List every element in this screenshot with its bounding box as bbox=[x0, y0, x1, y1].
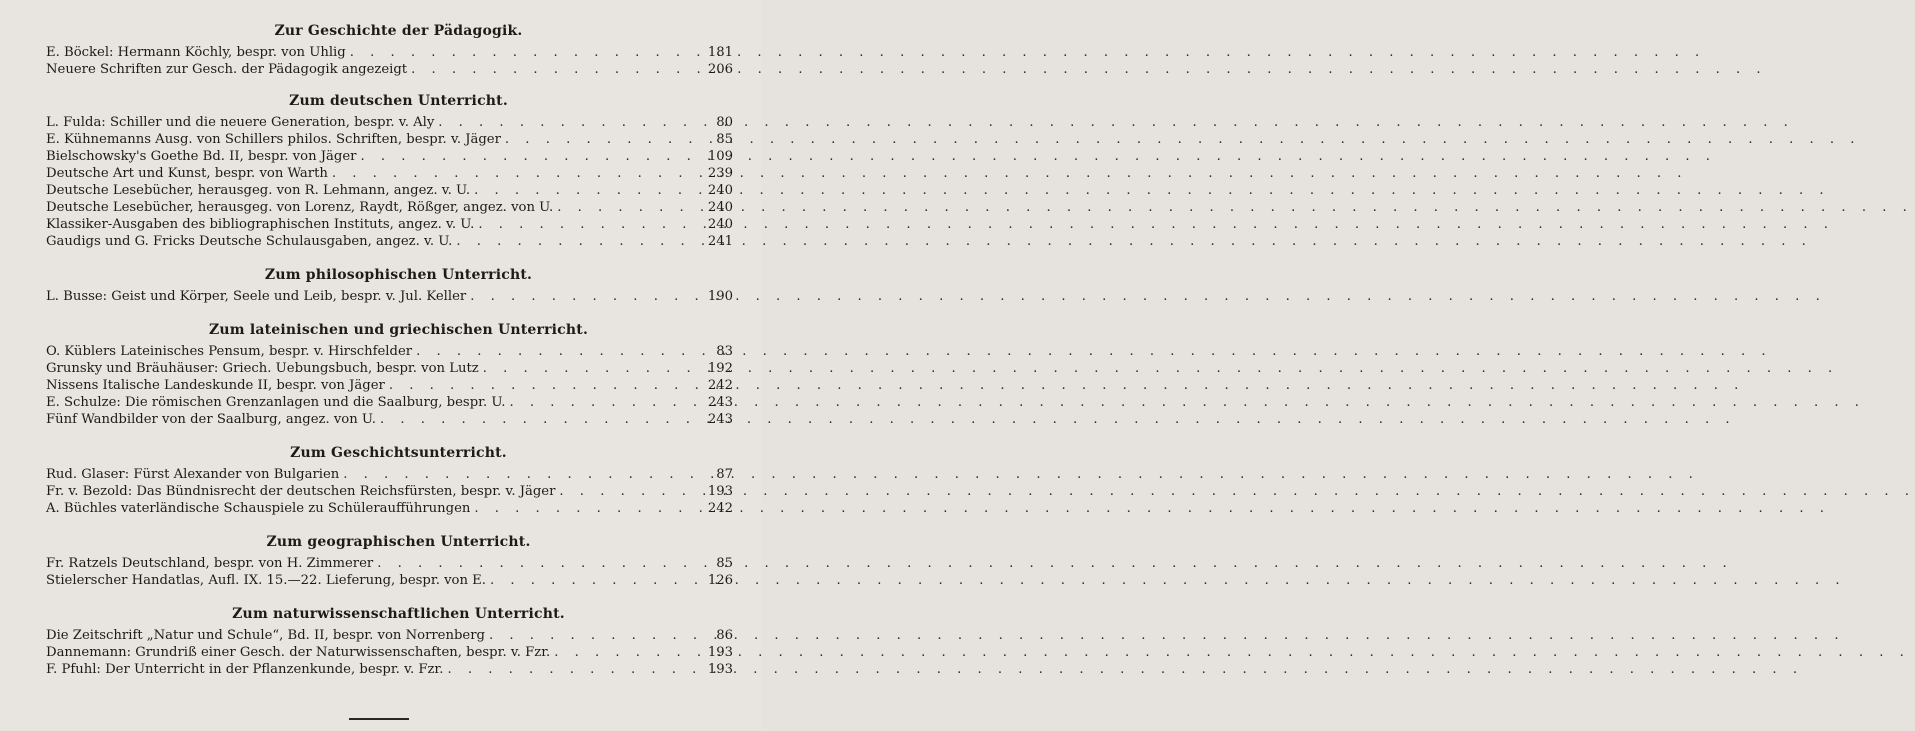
dot-leader bbox=[356, 148, 703, 165]
dot-leader bbox=[412, 343, 703, 360]
entry-text: Bielschowsky's Goethe Bd. II, bespr. von Jäger bbox=[46, 149, 357, 164]
section-title: Zum naturwissenschaftlichen Unterricht. bbox=[232, 606, 565, 622]
entry-list bbox=[46, 288, 733, 305]
page-number: 86 bbox=[716, 628, 733, 643]
toc-entry[interactable] bbox=[46, 165, 733, 182]
page-number: 241 bbox=[707, 234, 733, 249]
entry-text: Deutsche Art und Kunst, bespr. von Warth bbox=[46, 166, 328, 181]
entry-text: E. Schulze: Die römischen Grenzanlagen und die Saalburg, bespr. U. bbox=[46, 395, 506, 410]
entry-text: Dannemann: Grundriß einer Gesch. der Naturwissenschaften, bespr. v. Fzr. bbox=[46, 645, 551, 660]
toc-entry[interactable] bbox=[46, 411, 733, 428]
page-number: 190 bbox=[707, 289, 733, 304]
page-number: 181 bbox=[707, 45, 733, 60]
page-number: 193 bbox=[707, 645, 733, 660]
section-title: Zum deutschen Unterricht. bbox=[289, 93, 508, 109]
dot-leader bbox=[385, 377, 703, 394]
toc-page bbox=[0, 0, 761, 731]
dot-leader bbox=[555, 483, 703, 500]
section-geschichte bbox=[46, 444, 733, 517]
entry-list bbox=[46, 466, 733, 517]
entry-text: L. Busse: Geist und Körper, Seele und Leib, bespr. v. Jul. Keller bbox=[46, 289, 467, 304]
toc-entry[interactable] bbox=[46, 661, 733, 678]
dot-leader bbox=[550, 644, 703, 661]
dot-leader bbox=[376, 411, 703, 428]
section-latein-griechisch bbox=[46, 321, 733, 428]
page-number: 109 bbox=[707, 149, 733, 164]
toc-entry[interactable] bbox=[46, 44, 733, 61]
toc-entry[interactable] bbox=[46, 199, 733, 216]
dot-leader bbox=[373, 555, 703, 572]
dot-leader bbox=[486, 572, 703, 589]
dot-leader bbox=[485, 627, 703, 644]
page-number: 243 bbox=[707, 395, 733, 410]
bottom-rule bbox=[349, 718, 409, 720]
dot-leader bbox=[505, 394, 703, 411]
dot-leader bbox=[328, 165, 703, 182]
page-number: 239 bbox=[707, 166, 733, 181]
dot-leader bbox=[470, 182, 703, 199]
entry-text: Deutsche Lesebücher, herausgeg. von Lorenz, Raydt, Rößger, angez. von U. bbox=[46, 200, 554, 215]
section-naturwissenschaft bbox=[46, 605, 733, 678]
entry-text: Grunsky und Bräuhäuser: Griech. Uebungsbuch, bespr. von Lutz bbox=[46, 361, 479, 376]
page-number: 85 bbox=[716, 132, 733, 147]
toc-entry[interactable] bbox=[46, 394, 733, 411]
entry-text: Stielerscher Handatlas, Aufl. IX. 15.—22. Lieferung, bespr. von E. bbox=[46, 573, 486, 588]
toc-entry[interactable] bbox=[46, 500, 733, 517]
section-geographie bbox=[46, 533, 733, 589]
toc-entry[interactable] bbox=[46, 644, 733, 661]
entry-text: Neuere Schriften zur Gesch. der Pädagogik angezeigt bbox=[46, 62, 408, 77]
section-title: Zur Geschichte der Pädagogik. bbox=[274, 23, 523, 39]
entry-list bbox=[46, 343, 733, 428]
entry-list bbox=[46, 555, 733, 589]
toc-entry[interactable] bbox=[46, 343, 733, 360]
dot-leader bbox=[407, 61, 703, 78]
page-number: 85 bbox=[716, 556, 733, 571]
dot-leader bbox=[434, 114, 703, 131]
toc-entry[interactable] bbox=[46, 61, 733, 78]
dot-leader bbox=[339, 466, 703, 483]
toc-entry[interactable] bbox=[46, 483, 733, 500]
dot-leader bbox=[479, 360, 703, 377]
entry-text: O. Küblers Lateinisches Pensum, bespr. v. Hirschfelder bbox=[46, 344, 413, 359]
page-number: 240 bbox=[707, 200, 733, 215]
entry-text: Fr. Ratzels Deutschland, bespr. von H. Zimmerer bbox=[46, 556, 374, 571]
entry-text: E. Böckel: Hermann Köchly, bespr. von Uhlig bbox=[46, 45, 346, 60]
page-number: 240 bbox=[707, 217, 733, 232]
toc-entry[interactable] bbox=[46, 114, 733, 131]
page-number: 87 bbox=[716, 467, 733, 482]
toc-entry[interactable] bbox=[46, 555, 733, 572]
page-number: 192 bbox=[707, 361, 733, 376]
dot-leader bbox=[466, 288, 703, 305]
toc-entry[interactable] bbox=[46, 377, 733, 394]
toc-entry[interactable] bbox=[46, 233, 733, 250]
section-paedagogik bbox=[46, 22, 733, 78]
toc-entry[interactable] bbox=[46, 216, 733, 233]
dot-leader bbox=[470, 500, 703, 517]
entry-list bbox=[46, 627, 733, 678]
page-number: 242 bbox=[707, 378, 733, 393]
toc-entry[interactable] bbox=[46, 360, 733, 377]
toc-entry[interactable] bbox=[46, 182, 733, 199]
toc-entry[interactable] bbox=[46, 466, 733, 483]
entry-text: Die Zeitschrift „Natur und Schule“, Bd. II, bespr. von Norrenberg bbox=[46, 628, 485, 643]
dot-leader bbox=[501, 131, 703, 148]
section-title: Zum Geschichtsunterricht. bbox=[290, 445, 507, 461]
dot-leader bbox=[452, 233, 703, 250]
page-number: 83 bbox=[716, 344, 733, 359]
page-number: 242 bbox=[707, 501, 733, 516]
entry-text: Fr. v. Bezold: Das Bündnisrecht der deutschen Reichsfürsten, bespr. v. Jäger bbox=[46, 484, 556, 499]
section-title: Zum geographischen Unterricht. bbox=[266, 534, 531, 550]
section-title: Zum lateinischen und griechischen Unterricht. bbox=[208, 322, 589, 338]
page-number: 193 bbox=[707, 484, 733, 499]
toc-entry[interactable] bbox=[46, 148, 733, 165]
dot-leader bbox=[443, 661, 703, 678]
page-number: 80 bbox=[716, 115, 733, 130]
section-philosophie bbox=[46, 266, 733, 305]
entry-text: Nissens Italische Landeskunde II, bespr. von Jäger bbox=[46, 378, 385, 393]
entry-text: L. Fulda: Schiller und die neuere Generation, bespr. v. Aly bbox=[46, 115, 435, 130]
entry-text: Fünf Wandbilder von der Saalburg, angez. von U. bbox=[46, 412, 376, 427]
toc-entry[interactable] bbox=[46, 627, 733, 644]
page-number: 126 bbox=[707, 573, 733, 588]
page-number: 206 bbox=[707, 62, 733, 77]
page-number: 240 bbox=[707, 183, 733, 198]
entry-list bbox=[46, 44, 733, 78]
entry-text: F. Pfuhl: Der Unterricht in der Pflanzenkunde, bespr. v. Fzr. bbox=[46, 662, 444, 677]
entry-list bbox=[46, 114, 733, 250]
section-deutsch bbox=[46, 92, 733, 250]
page-number: 193 bbox=[707, 662, 733, 677]
entry-text: Klassiker-Ausgaben des bibliographischen Instituts, angez. v. U. bbox=[46, 217, 475, 232]
section-title: Zum philosophischen Unterricht. bbox=[264, 267, 533, 283]
toc-entry[interactable] bbox=[46, 131, 733, 148]
entry-text: Gaudigs und G. Fricks Deutsche Schulausgaben, angez. v. U. bbox=[46, 234, 453, 249]
dot-leader bbox=[553, 199, 703, 216]
dot-leader bbox=[346, 44, 703, 61]
dot-leader bbox=[474, 216, 703, 233]
entry-text: E. Kühnemanns Ausg. von Schillers philos. Schriften, bespr. v. Jäger bbox=[46, 132, 501, 147]
entry-text: Rud. Glaser: Fürst Alexander von Bulgarien bbox=[46, 467, 340, 482]
entry-text: Deutsche Lesebücher, herausgeg. von R. Lehmann, angez. v. U. bbox=[46, 183, 471, 198]
page-number: 243 bbox=[707, 412, 733, 427]
toc-entry[interactable] bbox=[46, 288, 733, 305]
toc-entry[interactable] bbox=[46, 572, 733, 589]
entry-text: A. Büchles vaterländische Schauspiele zu Schüleraufführungen bbox=[46, 501, 471, 516]
